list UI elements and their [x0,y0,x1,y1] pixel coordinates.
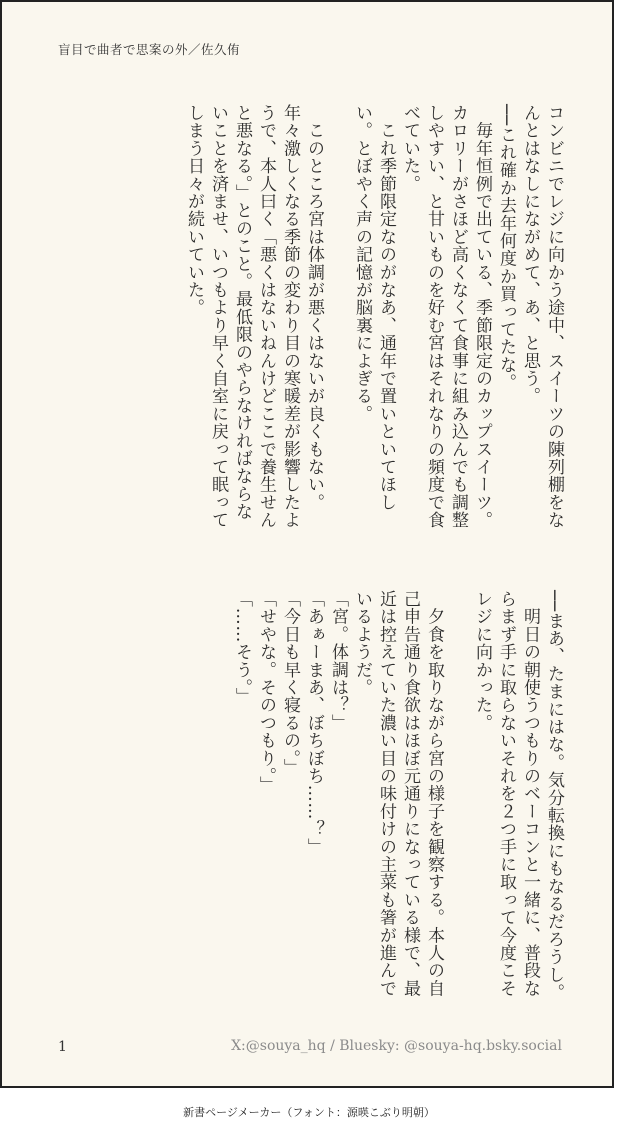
page-header-title: 盲目で曲者で思案の外／佐久侑 [58,42,241,57]
paragraph: このところ宮は体調が悪くはないが良くもない。年々激しくなる季節の変わり目の寒暖差が影響したようで、本人曰く「悪くはないねんけどここで養生せんと悪なる。」とのこと。最低限のやらなければならないことを済ませ、いつもより早く自室に戻って眠ってしまう日々が続いていた。 [184,104,324,529]
text-block-bottom [230,590,566,1008]
blank-line [326,104,350,534]
paragraph: これ季節限定なのがなあ、通年で置いといてほしい。とぼやく声の記憶が脳裏によぎる。 [352,104,396,512]
dialogue-line: 「……そう。」 [232,590,252,706]
author-credit: X:@souya_hq / Bluesky: @souya-hq.bsky.social [231,1038,562,1054]
dialogue-line: 「あぁーまあ、ぼちぼち……？」 [304,590,324,856]
paragraph: 毎年恒例で出ている、季節限定のカップスイーツ。カロリーがさほど高くなくて食事に組み込んでも調整しやすい、と甘いものを好む宮はそれなりの頻度で食べていた。 [400,104,492,529]
dialogue-line: 「今日も早く寝るの。」 [280,590,300,777]
dialogue-line: 「せやな。そのつもり。」 [256,590,276,794]
text-block-top [182,104,566,534]
dialogue-line: 「宮。体調は？」 [328,590,348,732]
paragraph: ──これ確か去年何度か買ってたな。 [496,104,516,392]
blank-line [446,590,470,1008]
paragraph: 明日の朝使うつもりのベーコンと一緒に、普段ならまず手に取らないそれを２つ手に取って今度こそレジに向かった。 [472,590,540,998]
page-number: 1 [58,1039,67,1055]
paragraph: ──まあ、たまにはな。気分転換にもなるだろうし。 [544,590,564,1002]
paragraph: 夕食を取りながら宮の様子を観察する。本人の自己申告通り食欲はほぼ元通りになっている様で、最近は控えていた濃い目の味付けの主菜も箸が進んでいるようだ。 [352,590,444,998]
paragraph: コンビニでレジに向かう途中、スイーツの陳列棚をなんとはなしにながめて、あ、と思う。 [520,104,564,529]
generator-caption: 新書ページメーカー（フォント：源暎こぶり明朝） [183,1106,435,1119]
